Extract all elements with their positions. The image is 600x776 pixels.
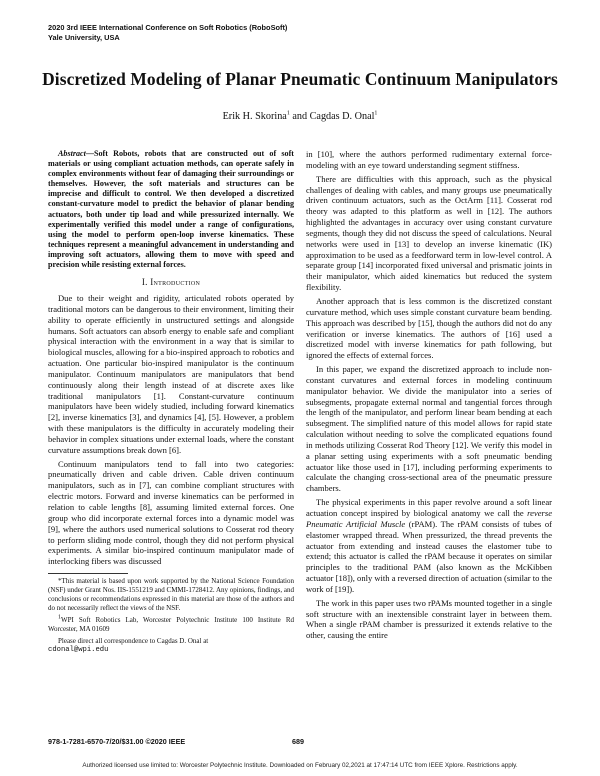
footnote-affiliation-text: WPI Soft Robotics Lab, Worcester Polytechnic Institute 100 Institute Rd Worcester, MA 01609 — [48, 616, 294, 634]
footnote-rule — [48, 573, 128, 574]
right-paragraph-3: In this paper, we expand the discretized approach to include non-constant curvatures and external forces in modeling continuum manipulator behavior. We divide the manipulator into a series of subsegments, propagate external normal and tangential forces through the length of the manipulator, and perform linear beam bending at each subsegment. The simplified nature of this model allows for rapid state calculation without needing to solve the complicated equations found in methods utilizing Cosserat Rod Theory [12]. We verify this model in a planar setting using experiments with a soft pneumatic bending actuator like those used in [17], including performing experiments to calculate the changing cross-sectional area of the pneumatic pressure chambers. — [306, 364, 552, 494]
correspondence-email[interactable]: cdonal@wpi.edu — [48, 646, 109, 655]
author-1: Erik H. Skorina — [222, 111, 287, 122]
abstract-dash: — — [85, 149, 94, 158]
rpam-term: reverse Pneumatic Artificial Muscle — [306, 508, 552, 529]
copyright-isbn: 978-1-7281-6570-7/20/$31.00 ©2020 IEEE — [48, 737, 186, 746]
right-paragraph-4-a: The physical experiments in this paper revolve around a soft linear actuation concept inspired by biological anatomy we call the — [306, 497, 552, 518]
author-2: Cagdas D. Onal — [309, 111, 375, 122]
author-line — [0, 111, 600, 122]
right-column — [306, 149, 552, 641]
authorized-use-notice: Authorized licensed use limited to: Worcester Polytechnic Institute. Downloaded on February 02,2021 at 17:47:14 UTC from IEEE Xplore. Restrictions apply. — [82, 762, 518, 769]
right-paragraph-4 — [306, 497, 552, 595]
paper-title: Discretized Modeling of Planar Pneumatic Continuum Manipulators — [42, 69, 558, 89]
abstract — [48, 149, 294, 270]
abstract-text: Soft Robots, robots that are constructed out of soft materials or using compliant actuation methods, can operate safely in complex environments without fear of damaging their surroundings or themselves. However, the soft materials and structures can be imprecise and difficult to control. We then developed a discretized constant-curvature model to predict the behavior of planar bending actuators, both under tip load and while pressurized internally. We experimentally verified this model under a range of configurations, using the model to perform open-loop inverse kinematics. These techniques represent a meaningful advancement in understanding and improving soft actuators, allowing them to move with speed and precision while resisting external forces. — [48, 149, 294, 270]
intro-paragraph-1: Due to their weight and rigidity, articulated robots operated by traditional motors can be dangerous to their environment, limiting their ability to operate efficiently in unstructured settings and alongside humans. Soft actuators can absorb energy to enable safe and compliant physical interaction with the environment in a way that is similar to biological muscles, allowing for a bio-inspired approach to robotics and actuation. One particular bio-inspired manipulator is the continuum manipulator. Continuum manipulators are manipulators that bend continuously along their length instead of at discrete axes like traditional manipulators [1]. Constant-curvature continuum manipulators have been widely studied, including forward kinematics [2], inverse kinematics [3], and dynamics [4], [5]. However, a problem with these manipulators is the difficulty in accurately modeling their behavior in complex situations under external loads, where the constant curvature assumptions break down [6]. — [48, 292, 294, 455]
page-number: 689 — [292, 737, 304, 746]
right-paragraph-0: in [10], where the authors performed rudimentary external force-modeling with an eye toward understanding segment stiffness. — [306, 149, 552, 170]
author-2-affiliation: 1 — [374, 110, 378, 117]
footnote-correspondence: Please direct all correspondence to Cagdas D. Onal at — [58, 637, 209, 646]
right-paragraph-4-b: (rPAM). The rPAM consists of tubes of elastomer wrapped thread. When pressurized, the thread prevents the actuator from extending and instead causes the elastomer tube to extend; this actuator is called the rPAM because it operates on similar principles to the traditional PAM (also known as the McKibben actuator [18]), only with a reversed direction of actuation (similar to the work of [19]). — [306, 518, 552, 594]
author-1-affiliation: 1 — [286, 110, 290, 117]
footnote-affiliation — [48, 616, 294, 634]
conference-venue: Yale University, USA — [48, 33, 120, 42]
intro-paragraph-2: Continuum manipulators tend to fall into two categories: pneumatically driven and cable driven. Cable driven continuum manipulators, such as in [7], can combine compliant structures with electric motors. Forward and inverse kinematics can be performed in relation to cable lengths [8], assuming limited external forces. One group who did incorporate external forces into a dynamic model was [9], where the authors used numerical solutions to Cosserat rod theory to perform sliding mode control, though they did not perform physical experiments. A similar bio-inspired continuum manipulator made of interlocking fibers was discussed — [48, 458, 294, 567]
right-paragraph-5: The work in this paper uses two rPAMs mounted together in a single soft structure with an inextensible constraint layer in between them. When a single rPAM chamber is pressurized it extends relative to the other, causing the entire — [306, 597, 552, 641]
author-separator: and — [289, 111, 310, 122]
conference-header — [48, 23, 287, 43]
abstract-label: Abstract — [58, 149, 86, 158]
right-paragraph-2: Another approach that is less common is the discretized constant curvature method, which uses simple constant curvature beam bending. This approach was described by [15], though the authors did not do any verification or inverse kinematics. The authors of [16] used a discretized model with inverse kinematics for path following, but ignored the effects of external forces. — [306, 295, 552, 361]
section-heading-introduction: I. Introduction — [141, 277, 201, 288]
footnote-funding: *This material is based upon work supported by the National Science Foundation (NSF) under Grant Nos. IIS-1551219 and CMMI-1728412. Any opinions, findings, and conclusions or recommendations expressed in this material are those of the authors and do not necessarily reflect the views of the NSF. — [48, 577, 294, 613]
left-column — [48, 149, 294, 655]
right-paragraph-1: There are difficulties with this approach, such as the physical challenges of dealing with cables, and many groups use pneumatically driven continuum actuators, such as the OctArm [11]. Cosserat rod theory was adapted to this platform as well in [12]. The authors highlighted the advantages in accuracy over using constant curvature segments, though they did not discuss the speed of calculations. Neural networks were used in [13] to develop an inverse kinematic (IK) approximation to be used as a feedforward term in low-level control. A separate group [14] incorporated fixed universal and prismatic joints in their manipulator, which aided kinematics but reduced the system flexibility. — [306, 173, 552, 293]
conference-name: 2020 3rd IEEE International Conference on Soft Robotics (RoboSoft) — [48, 23, 288, 32]
footnote-affiliation-marker: 1 — [58, 614, 61, 621]
